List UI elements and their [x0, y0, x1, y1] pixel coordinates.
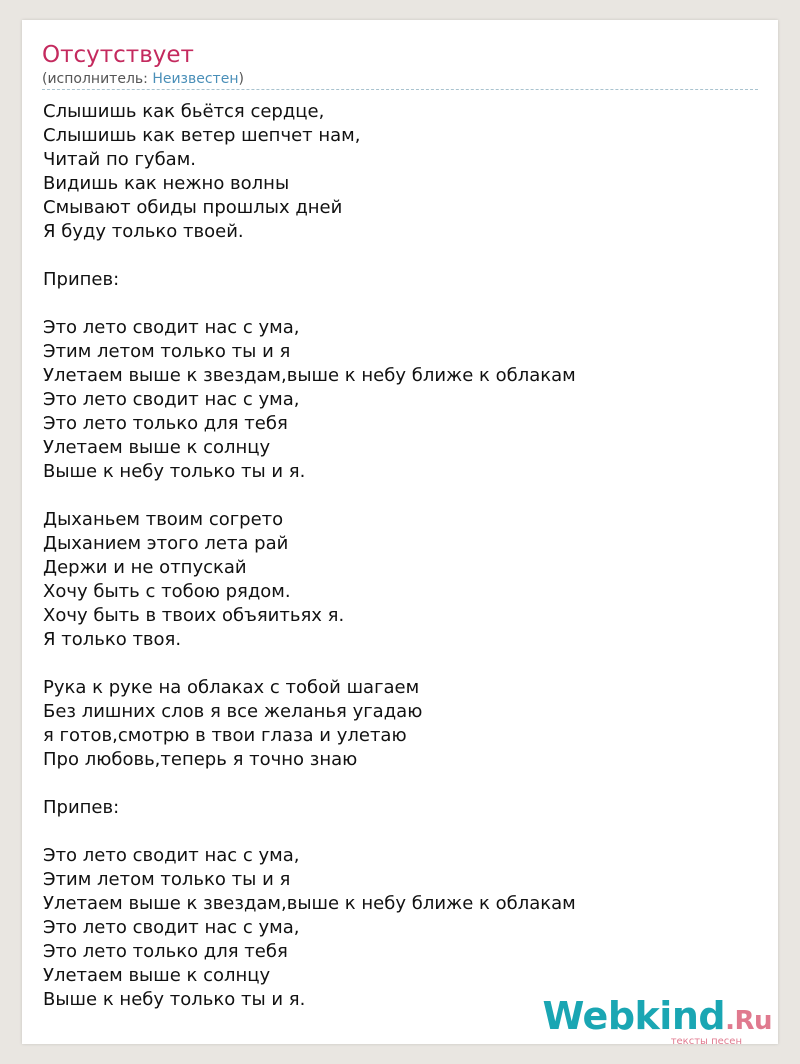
lyric-line: Дыханием этого лета рай — [43, 533, 289, 554]
stanza-break — [43, 772, 576, 796]
logo-tld: .Ru — [725, 1006, 772, 1036]
artist-link[interactable]: Неизвестен — [152, 71, 239, 87]
lyric-line: Хочу быть в твоих объяитьях я. — [43, 605, 345, 626]
header-divider — [42, 89, 758, 90]
lyric-line: Это лето только для тебя — [43, 413, 288, 434]
lyric-line: Рука к руке на облаках с тобой шагаем — [43, 677, 420, 698]
lyric-line: Держи и не отпускай — [43, 557, 247, 578]
lyric-line: Улетаем выше к звездам,выше к небу ближе к облакам — [43, 365, 576, 386]
stanza-break — [43, 244, 576, 268]
lyric-line: Видишь как нежно волны — [43, 173, 290, 194]
lyric-line: Этим летом только ты и я — [43, 341, 291, 362]
lyric-line: Это лето сводит нас с ума, — [43, 845, 300, 866]
lyric-line: Хочу быть с тобою рядом. — [43, 581, 291, 602]
lyric-line: Припев: — [43, 269, 120, 290]
artist-suffix: ) — [238, 71, 244, 87]
lyric-line: Без лишних слов я все желанья угадаю — [43, 701, 423, 722]
lyric-line: Это лето сводит нас с ума, — [43, 317, 300, 338]
lyric-line: Припев: — [43, 797, 120, 818]
artist-line — [42, 70, 244, 88]
lyric-line: Про любовь,теперь я точно знаю — [43, 749, 358, 770]
stanza-break — [43, 820, 576, 844]
stanza-break — [43, 292, 576, 316]
lyric-line: Улетаем выше к солнцу — [43, 965, 271, 986]
song-title: Отсутствует — [42, 42, 194, 68]
lyric-line: Слышишь как ветер шепчет нам, — [43, 125, 361, 146]
stanza-break — [43, 652, 576, 676]
lyric-line: Это лето сводит нас с ума, — [43, 389, 300, 410]
lyric-line: Дыханьем твоим согрето — [43, 509, 284, 530]
lyric-line: Я только твоя. — [43, 629, 182, 650]
lyric-line: Слышишь как бьётся сердце, — [43, 101, 325, 122]
artist-prefix: (исполнитель: — [42, 71, 153, 87]
logo-tagline: тексты песен — [670, 1036, 742, 1047]
lyric-line: Читай по губам. — [43, 149, 197, 170]
webkind-logo — [542, 994, 772, 1047]
lyric-line: Этим летом только ты и я — [43, 869, 291, 890]
logo-brand: Webkind — [542, 994, 726, 1038]
lyric-line: Выше к небу только ты и я. — [43, 989, 306, 1010]
lyric-line: я готов,смотрю в твои глаза и улетаю — [43, 725, 407, 746]
lyric-line: Улетаем выше к звездам,выше к небу ближе к облакам — [43, 893, 576, 914]
lyric-line: Я буду только твоей. — [43, 221, 244, 242]
lyric-line: Это лето сводит нас с ума, — [43, 917, 300, 938]
lyric-line: Улетаем выше к солнцу — [43, 437, 271, 458]
lyric-line: Это лето только для тебя — [43, 941, 288, 962]
lyrics-body — [43, 100, 576, 1012]
lyric-line: Смывают обиды прошлых дней — [43, 197, 343, 218]
lyric-line: Выше к небу только ты и я. — [43, 461, 306, 482]
stanza-break — [43, 484, 576, 508]
